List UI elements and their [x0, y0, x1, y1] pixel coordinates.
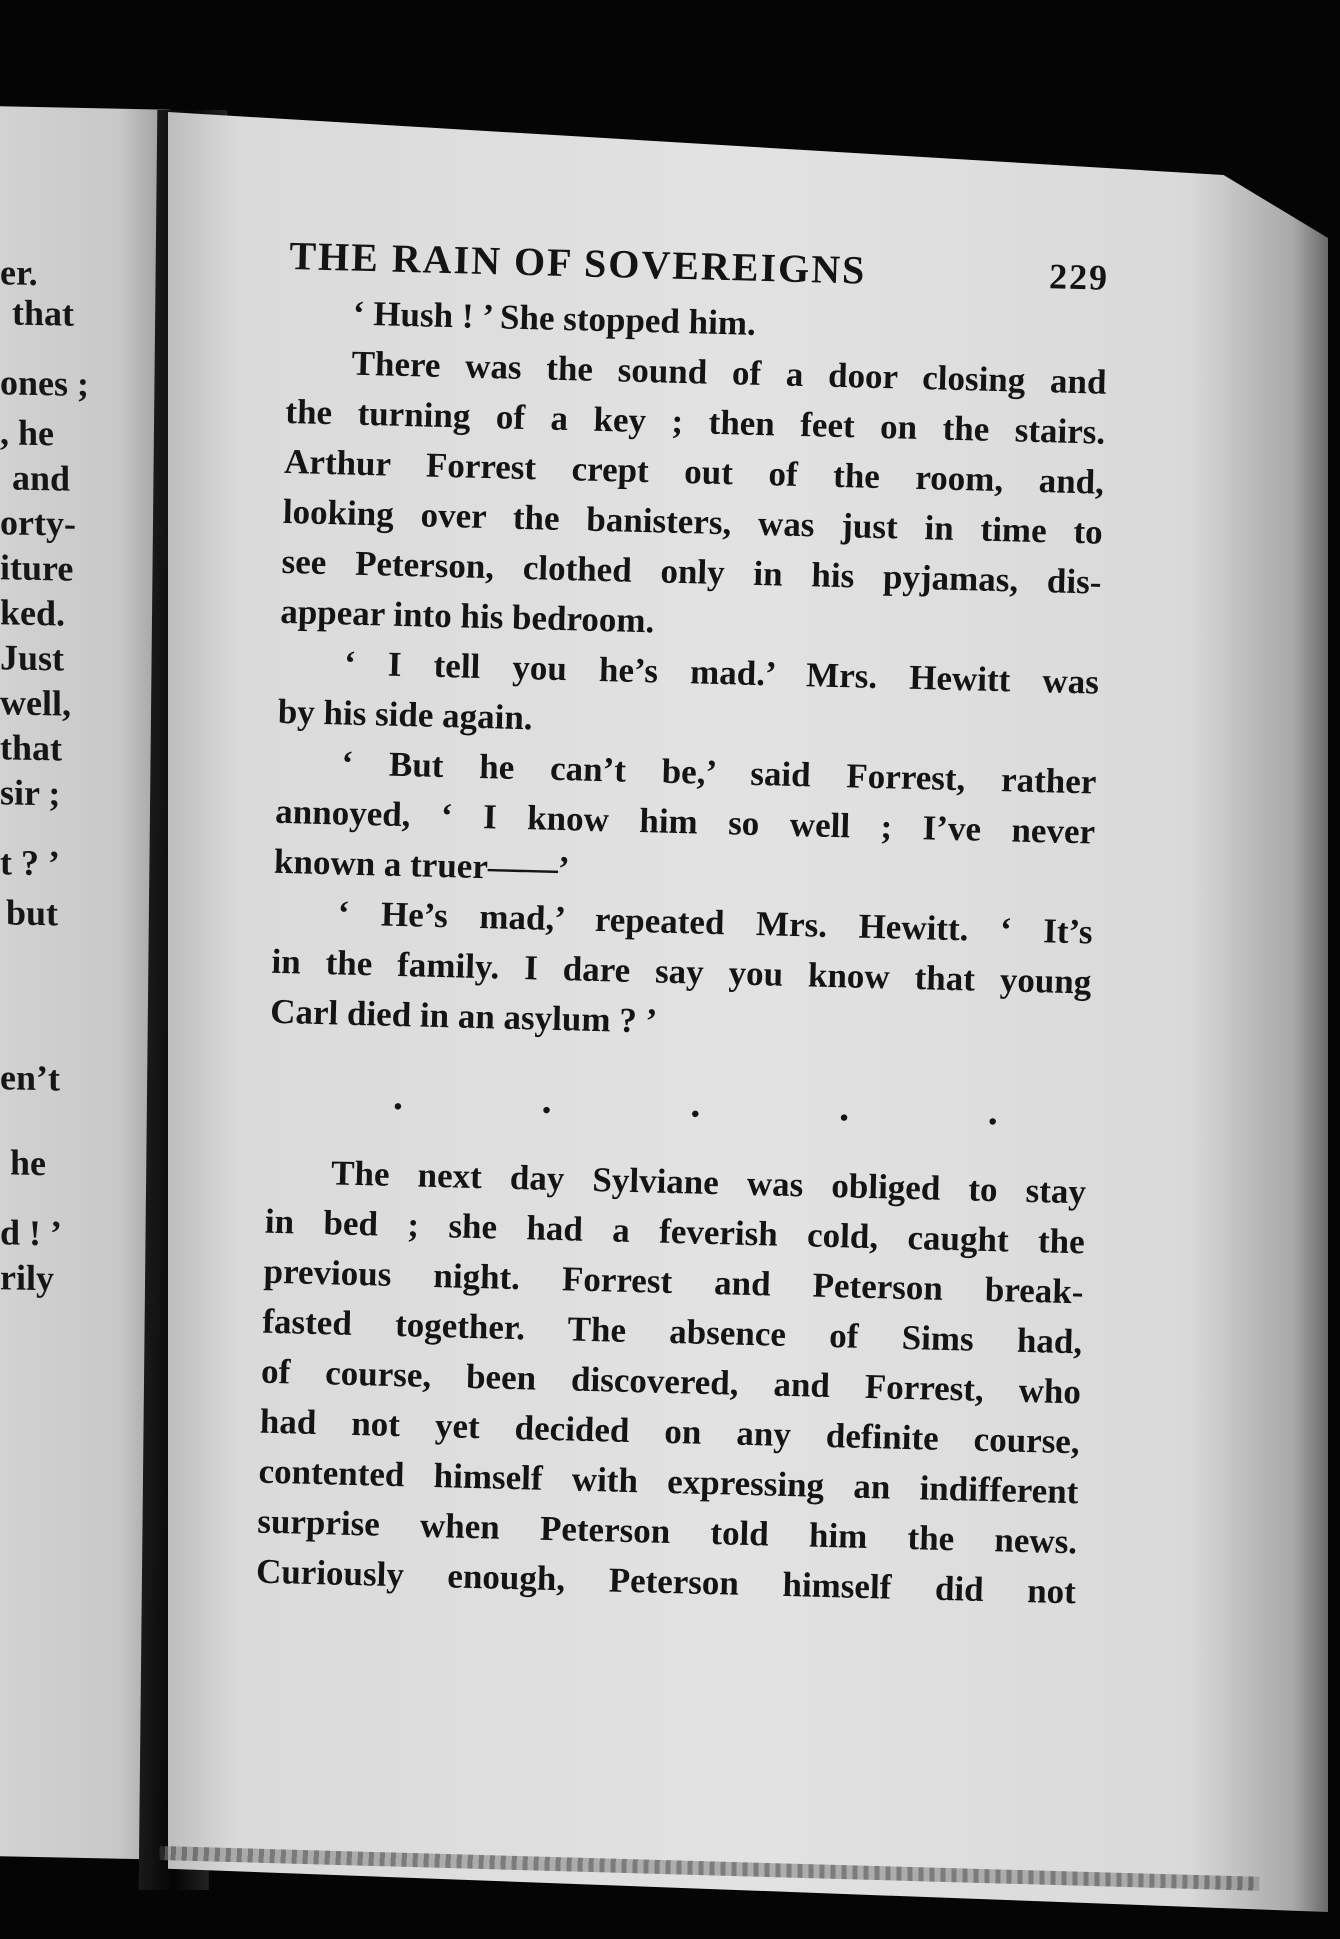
text-line: the turning of a key ; then feet on the stairs. [284, 391, 1106, 452]
running-title: THE RAIN OF SOVEREIGNS [288, 232, 867, 293]
left-fragment: but [6, 892, 59, 934]
text-line: Carl died in an asylum ? ’ [269, 991, 658, 1041]
text-line: Curiously enough, Peterson himself did not [255, 1551, 1077, 1612]
left-fragment: and [12, 457, 71, 499]
section-break [267, 1037, 1090, 1168]
left-fragment: orty- [0, 502, 76, 544]
text-line: ‘ I tell you he’s mad.’ Mrs. Hewitt was [343, 643, 1100, 702]
text-line: Arthur Forrest crept out of the room, and, [283, 441, 1105, 502]
page-number: 229 [1048, 256, 1110, 298]
left-fragment: ones ; [0, 362, 89, 405]
left-fragment: that [12, 292, 74, 334]
break-dot: . [690, 1079, 702, 1126]
break-dot: . [541, 1076, 553, 1122]
text-line: contented himself with expressing an indifferent [258, 1451, 1079, 1512]
left-fragment: ked. [0, 592, 66, 634]
left-fragment: er. [0, 252, 38, 294]
left-fragment: d ! ’ [0, 1212, 62, 1254]
left-fragment: , he [0, 412, 54, 454]
text-line: had not yet decided on any definite course, [259, 1401, 1081, 1462]
text-line: in bed ; she had a feverish cold, caught the [264, 1201, 1086, 1262]
left-fragment: rily [0, 1257, 54, 1299]
left-fragment: en’t [0, 1057, 60, 1099]
left-fragment: Just [0, 637, 65, 679]
left-fragment: he [10, 1142, 46, 1184]
left-fragment: t ? ’ [0, 842, 60, 884]
text-line: ‘ But he can’t be,’ said Forrest, rather [341, 743, 1097, 802]
text-line: There was the sound of a door closing and [351, 343, 1107, 402]
left-fragment: sir ; [0, 772, 61, 814]
break-dot: . [392, 1072, 404, 1118]
left-fragment: well, [0, 682, 71, 724]
left-fragment: that [0, 727, 62, 769]
page-text [255, 232, 1109, 1617]
text-line: appear into his bedroom. [279, 591, 655, 641]
text-line: in the family. I dare say you know that young [271, 941, 1092, 1002]
break-dot: . [987, 1087, 999, 1133]
text-line: annoyed, ‘ I know him so well ; I’ve never [274, 791, 1096, 852]
left-fragment: iture [0, 547, 74, 589]
text-line: fasted together. The absence of Sims had, [261, 1301, 1083, 1362]
text-line: see Peterson, clothed only in his pyjamas, dis- [281, 541, 1102, 602]
text-line: ‘ He’s mad,’ repeated Mrs. Hewitt. ‘ It’s [337, 893, 1094, 952]
break-dot: . [838, 1083, 850, 1129]
text-line: previous night. Forrest and Peterson break- [263, 1251, 1084, 1312]
text-line: by his side again. [277, 691, 534, 738]
text-line: surprise when Peterson told him the news. [256, 1501, 1078, 1562]
text-line: looking over the banisters, was just in time to [282, 491, 1104, 552]
text-line: ‘ Hush ! ’ She stopped him. [352, 293, 757, 343]
text-line: known a truer——’ [273, 841, 571, 889]
text-line: of course, been discovered, and Forrest, who [260, 1351, 1082, 1412]
text-line: The next day Sylviane was obliged to stay [330, 1153, 1087, 1212]
